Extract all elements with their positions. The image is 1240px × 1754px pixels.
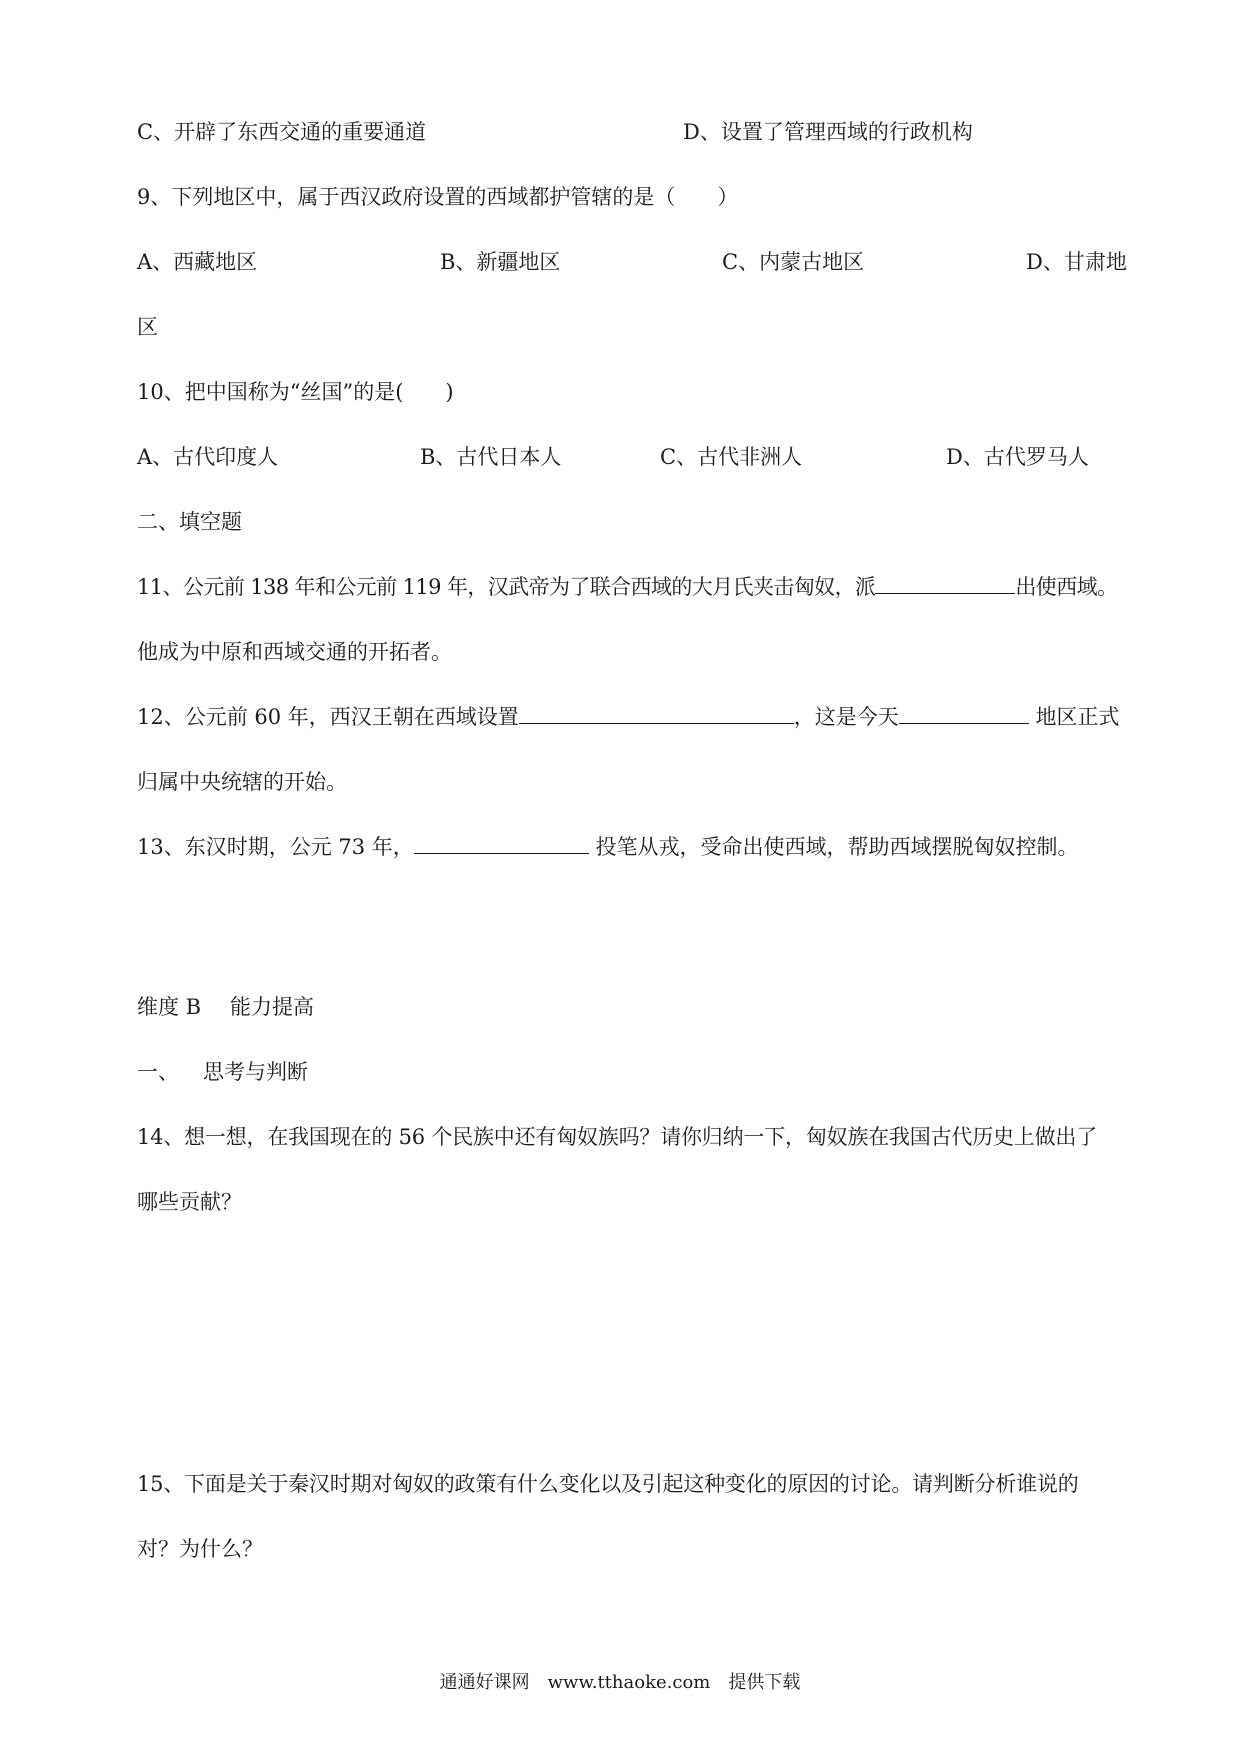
q13-line1 — [137, 833, 1078, 861]
q12-text-1: 12、公元前 60 年，西汉王朝在西域设置 — [137, 705, 519, 729]
q13-text-2: 投笔从戎，受命出使西域，帮助西域摆脱匈奴控制。 — [588, 835, 1079, 859]
q10-option-d: D、古代罗马人 — [946, 445, 1089, 469]
q10-option-c: C、古代非洲人 — [660, 445, 803, 469]
q15-line2: 对？为什么？ — [137, 1537, 263, 1561]
q8-option-c: C、开辟了东西交通的重要通道 — [137, 120, 427, 144]
dimension-b-label: 维度 B — [137, 995, 202, 1019]
q15-line1: 15、下面是关于秦汉时期对匈奴的政策有什么变化以及引起这种变化的原因的讨论。请判断分析谁说的 — [137, 1472, 1079, 1496]
q11-answer-blank[interactable] — [875, 573, 1015, 594]
q9-option-d: D、甘肃地 — [1026, 250, 1127, 274]
q9-option-d-wrap: 区 — [137, 315, 158, 339]
q13-answer-blank[interactable] — [414, 833, 589, 854]
q12-text-2: ，这是今天 — [793, 705, 899, 729]
q11-text-2: 出使西域。 — [1015, 575, 1118, 599]
q13-text-1: 13、东汉时期，公元 73 年， — [137, 835, 414, 859]
q10-option-b: B、古代日本人 — [420, 445, 562, 469]
q10-stem: 10、把中国称为“丝国”的是( ) — [137, 380, 454, 404]
q9-option-c: C、内蒙古地区 — [722, 250, 865, 274]
section-fill-heading: 二、填空题 — [137, 510, 242, 534]
q10-option-a: A、古代印度人 — [137, 445, 279, 469]
q11-line2: 他成为中原和西域交通的开拓者。 — [137, 640, 452, 664]
page-footer: 通通好课网 www.tthaoke.com 提供下载 — [439, 1672, 801, 1693]
q14-line1: 14、想一想，在我国现在的 56 个民族中还有匈奴族吗？请你归纳一下，匈奴族在我国古代历史上做出了 — [137, 1125, 1097, 1149]
q12-line1 — [137, 703, 1119, 731]
section-think-title: 思考与判断 — [203, 1060, 308, 1084]
q8-option-d: D、设置了管理西域的行政机构 — [683, 120, 973, 144]
section-think-number: 一、 — [137, 1060, 179, 1084]
q12-line2: 归属中央统辖的开始。 — [137, 770, 347, 794]
dimension-b-title: 能力提高 — [230, 995, 314, 1019]
q11-text-1: 11、公元前 138 年和公元前 119 年，汉武帝为了联合西域的大月氏夹击匈奴，派 — [137, 575, 876, 599]
q12-answer-blank-1[interactable] — [519, 703, 794, 724]
q9-option-b: B、新疆地区 — [440, 250, 561, 274]
q14-line2: 哪些贡献？ — [137, 1190, 242, 1214]
q12-answer-blank-2[interactable] — [899, 703, 1029, 724]
q11-line1 — [137, 573, 1117, 601]
q12-text-3: 地区正式 — [1028, 705, 1120, 729]
q9-stem: 9、下列地区中，属于西汉政府设置的西域都护管辖的是（ ） — [137, 185, 739, 209]
q9-option-a: A、西藏地区 — [137, 250, 258, 274]
